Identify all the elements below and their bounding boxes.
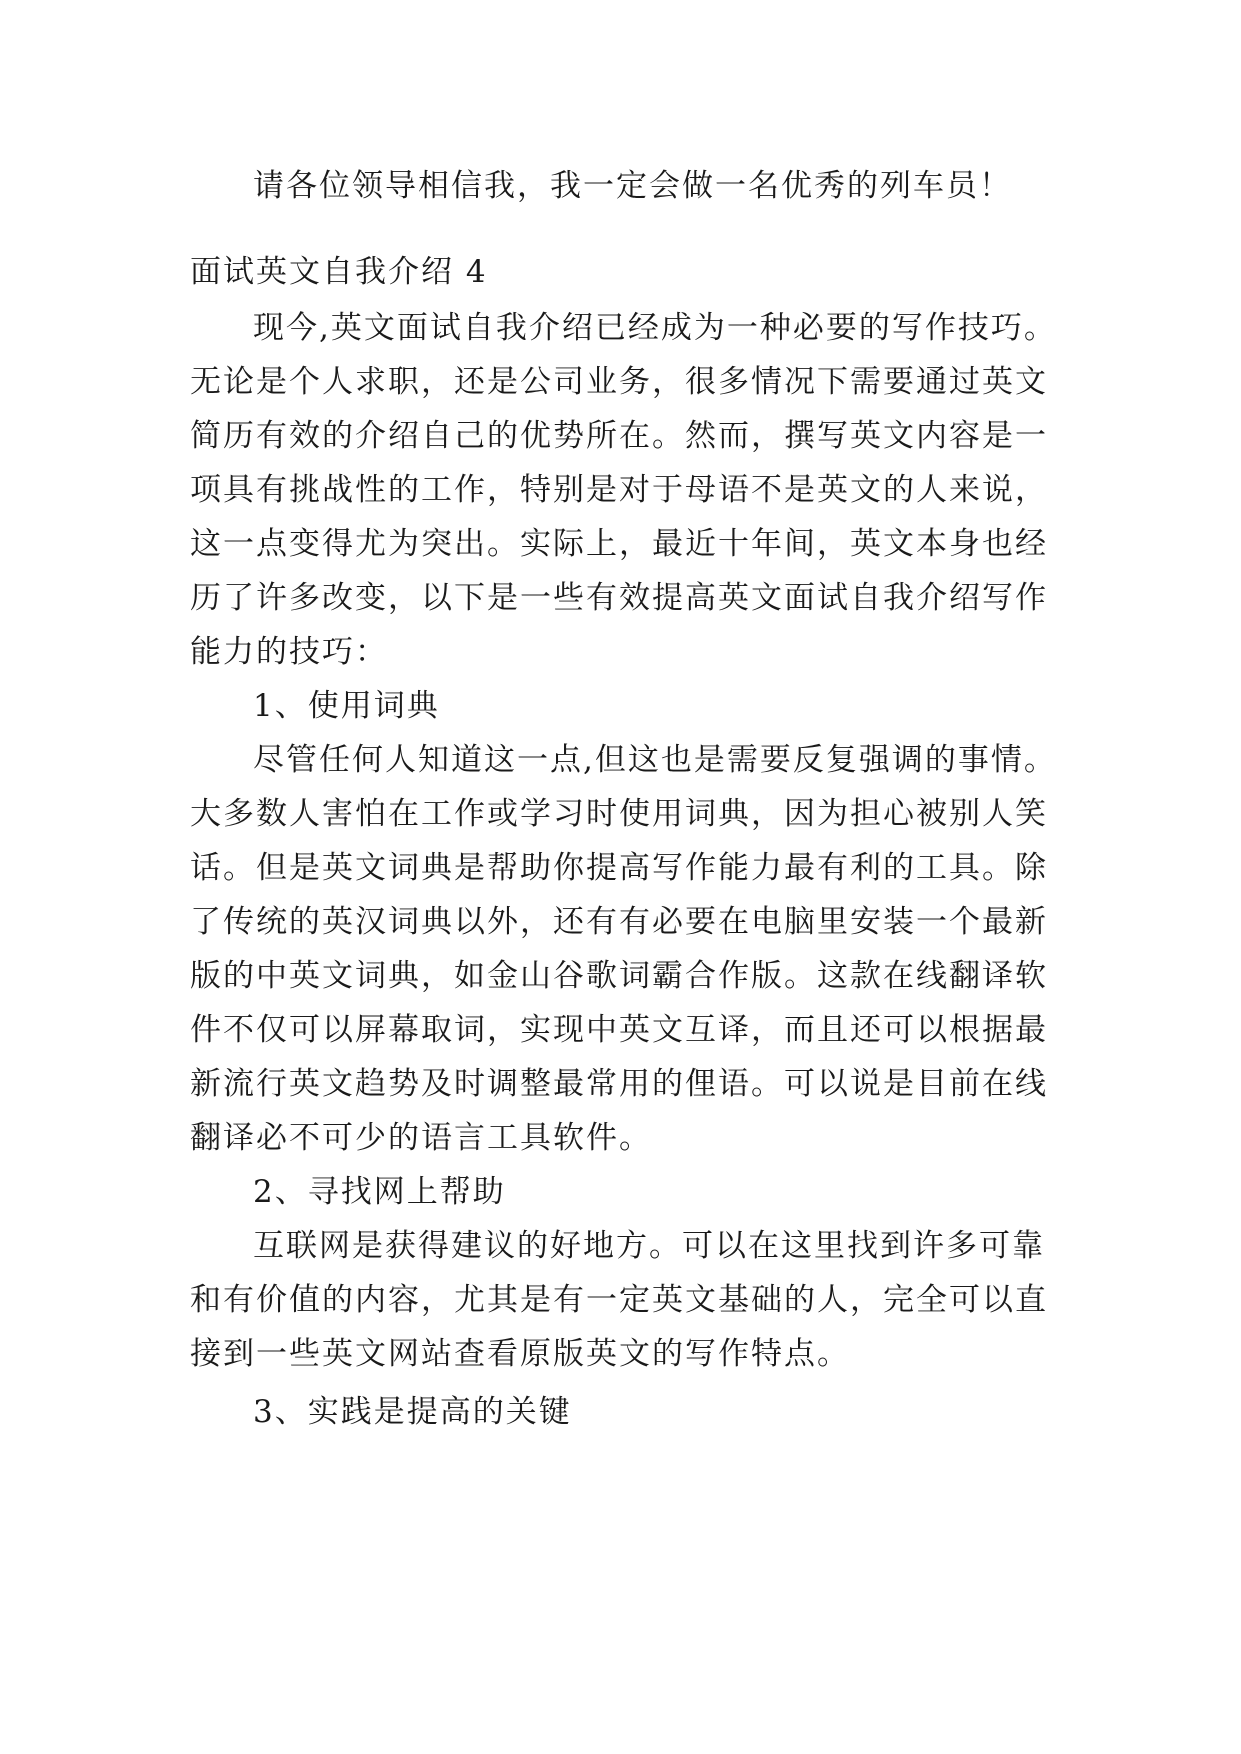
paragraph-line: 话。但是英文词典是帮助你提高写作能力最有利的工具。除 [190, 850, 1048, 886]
paragraph-line: 无论是个人求职，还是公司业务，很多情况下需要通过英文 [190, 364, 1048, 400]
paragraph-line: 现今,英文面试自我介绍已经成为一种必要的写作技巧。 [253, 310, 1057, 346]
paragraph-line: 接到一些英文网站查看原版英文的写作特点。 [190, 1336, 850, 1372]
paragraph-line: 项具有挑战性的工作，特别是对于母语不是英文的人来说， [190, 472, 1048, 508]
closing-line: 请各位领导相信我，我一定会做一名优秀的列车员！ [253, 168, 1012, 204]
paragraph-line: 这一点变得尤为突出。实际上，最近十年间，英文本身也经 [190, 526, 1048, 562]
section-heading: 面试英文自我介绍 4 [190, 254, 488, 290]
paragraph-line: 历了许多改变，以下是一些有效提高英文面试自我介绍写作 [190, 580, 1048, 616]
tip-heading-3: 3、实践是提高的关键 [253, 1394, 572, 1430]
paragraph-line: 和有价值的内容，尤其是有一定英文基础的人，完全可以直 [190, 1282, 1048, 1318]
paragraph-line: 简历有效的介绍自己的优势所在。然而，撰写英文内容是一 [190, 418, 1048, 454]
paragraph-line: 尽管任何人知道这一点,但这也是需要反复强调的事情。 [253, 742, 1057, 778]
paragraph-line: 新流行英文趋势及时调整最常用的俚语。可以说是目前在线 [190, 1066, 1048, 1102]
paragraph-line: 互联网是获得建议的好地方。可以在这里找到许多可靠 [253, 1228, 1045, 1264]
paragraph-line: 能力的技巧： [190, 634, 388, 670]
paragraph-line: 件不仅可以屏幕取词，实现中英文互译，而且还可以根据最 [190, 1012, 1048, 1048]
paragraph-line: 了传统的英汉词典以外，还有有必要在电脑里安装一个最新 [190, 904, 1048, 940]
tip-heading-2: 2、寻找网上帮助 [253, 1174, 506, 1210]
paragraph-line: 大多数人害怕在工作或学习时使用词典，因为担心被别人笑 [190, 796, 1048, 832]
tip-heading-1: 1、使用词典 [253, 688, 440, 724]
paragraph-line: 翻译必不可少的语言工具软件。 [190, 1120, 652, 1156]
paragraph-line: 版的中英文词典，如金山谷歌词霸合作版。这款在线翻译软 [190, 958, 1048, 994]
